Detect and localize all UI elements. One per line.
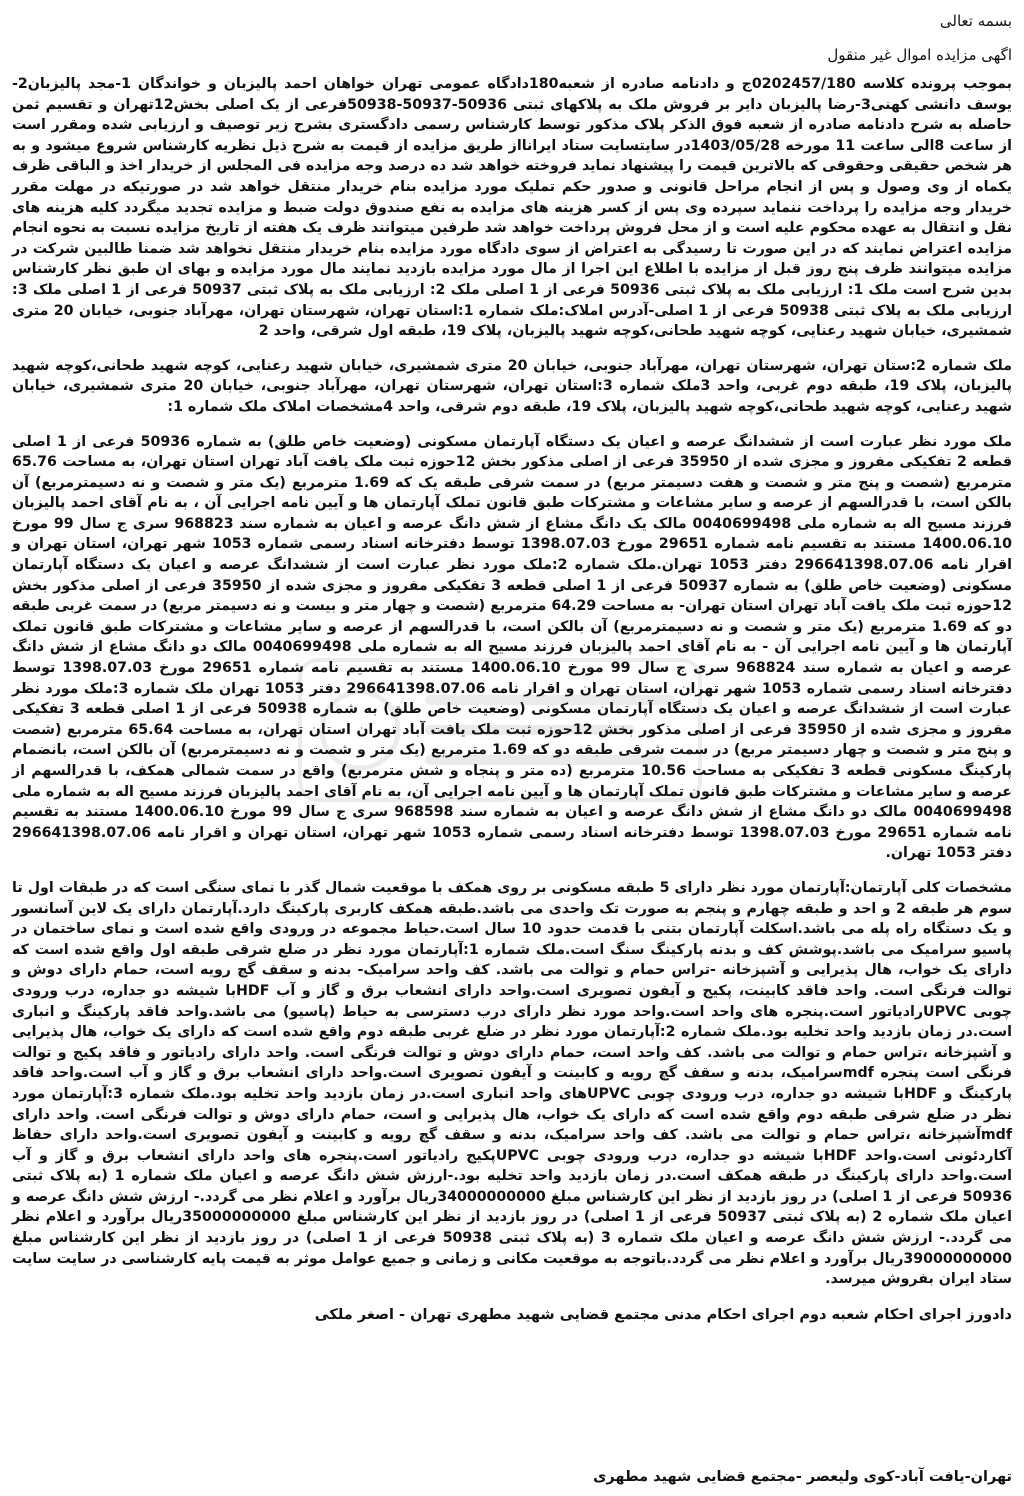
notice-title: اگهی مزایده اموال غیر منقول: [827, 46, 1012, 64]
notice-paragraph-3: ملک مورد نظر عبارت است از ششدانگ عرصه و اعیان یک دستگاه آپارتمان مسکونی (وضعیت خاص طلق) به شماره 50936 فرعی از 1 اصلی قطعه 2 تفکیکی مفروز و مجزی شده از 35950 فرعی از اصلی مذکور بخش 12حوزه ثبت ملک یافت آباد تهران استان تهران، به مساحت 65.76 مترمربع (شصت و پنج متر و شصت و هفت دسیمتر مربع) در سمت شرقی طبقه یک که 1.69 مترمربع (یک متر و شصت و نه دسیمترمربع) آن بالکن است، با قدرالسهم از عرصه و سایر مشاعات و مشترکات طبق قانون تملک آپارتمان ها و آیین نامه اجرایی آن ، به نام آقای احمد پالیزبان فرزند مسیح اله به شماره ملی 0040699498 مالک یک دانگ مشاع از شش دانگ عرصه و اعیان به شماره سند 968823 سری ج سال 99 مورخ 1400.06.10 مستند به تقسیم نامه شماره 29651 مورخ 1398.07.03 توسط دفترخانه اسناد رسمی شماره 1053 شهر تهران، استان تهران و اقرار نامه 296641398.07.06 دفتر 1053 تهران.ملک شماره 2:ملک مورد نظر عبارت است از ششدانگ عرصه و اعیان یک دستگاه آپارتمان مسکونی (وضعیت خاص طلق) به شماره 50937 فرعی از 1 اصلی قطعه 3 تفکیکی مفروز و مجزی شده از 35950 فرعی از اصلی مذکور بخش 12حوزه ثبت ملک یافت آباد تهران استان تهران- به مساحت 64.29 مترمربع (شصت و چهار متر و بیست و نه دسیمتر مربع) در سمت غربی طبقه دو که 1.69 مترمربع (یک متر و شصت و نه دسیمترمربع) آن بالکن است، با قدرالسهم از عرصه و سایر مشاعات و مشترکات طبق قانون تملک آپارتمان ها و آیین نامه اجرایی آن - به نام آقای احمد پالیزبان فرزند مسیح اله به شماره ملی 0040699498 مالک دو دانگ مشاع از شش دانگ عرصه و اعیان به شماره سند 968824 سری ج سال 99 مورخ 1400.06.10 مستند به تقسیم نامه شماره 29651 مورخ 1398.07.03 توسط دفترخانه اسناد رسمی شماره 1053 شهر تهران، استان تهران و اقرار نامه 296641398.07.06 دفتر 1053 تهران ملک شماره 3:ملک مورد نظر عبارت است از ششدانگ عرصه و اعیان یک دستگاه آپارتمان مسکونی (وضعیت خاص طلق) به شماره 50938 فرعی از 1 اصلی قطعه 3 تفکیکی مفروز و مجزی شده از 35950 فرعی از اصلی مذکور بخش 12حوزه ثبت ملک یافت آباد تهران استان تهران، به مساحت 65.64 مترمربع (شصت و پنج متر و شصت و چهار دسیمتر مربع) در سمت شرقی طبقه دو که 1.69 مترمربع (یک متر و شصت و نه دسیمترمربع) آن بالکن است، بانضمام پارکینگ مسکونی قطعه 3 تفکیکی به مساحت 10.56 مترمربع (ده متر و پنجاه و شش مترمربع) واقع در سمت شمالی همکف، با قدرالسهم از عرصه و سایر مشاعات و مشترکات طبق قانون تملک آپارتمان ها و آیین نامه اجرایی آن، به نام آقای احمد پالیزبان فرزند مسیح اله به شماره ملی 0040699498 مالک دو دانگ مشاع از شش دانگ عرصه و اعیان به شماره سند 968598 سری ج سال 99 مورخ 1400.06.10 مستند به تقسیم نامه شماره 29651 مورخ 1398.07.03 توسط دفترخانه اسناد رسمی شماره 1053 شهر تهران، استان تهران و اقرار نامه 296641398.07.06 دفتر 1053 تهران.: [12, 433, 1013, 862]
notice-paragraph-4: مشخصات کلی آپارتمان:آپارتمان مورد نظر دارای 5 طبقه مسکونی بر روی همکف با موقعیت شمال گذر با نمای سنگی است که در طبقات اول تا سوم هر طبقه 2 و احد و طبقه چهارم و پنجم به صورت تک واحدی می باشد.طبقه همکف کاربری پارکینگ دارد.آپارتمان دارای یک لاین آسانسور و یک دستگاه راه پله می باشد.اسکلت آپارتمان بتنی با قدمت حدود 10 سال است.حیاط مجموعه در ورودی واقع شده است و نمای ساختمان در پاسیو سرامیک می باشد.پوشش کف و بدنه پارکینگ سنگ است.ملک شماره 1:آپارتمان مورد نظر در ضلع شرقی طبقه اول واقع شده است که دارای یک خواب، هال پذیرایی و آشپزخانه -تراس حمام و توالت می باشد. کف واحد سرامیک- بدنه و سقف گچ رویه است، حمام دارای دوش و توالت فرنگی است. واحد فاقد کابینت، پکیج و آیفون تصویری است.واحد دارای انشعاب برق و گاز و آب HDFبا شیشه دو جداره، درب ورودی چوبی UPVCرادیاتور است.پنجره های واحد است.واحد مورد نظر دارای درب دسترسی به حیاط (پاسیو) می باشد.واحد فاقد پارکینگ و انباری است.در زمان بازدید واحد تخلیه بود.ملک شماره 2:آپارتمان مورد نظر در ضلع غربی طبقه دوم واقع شده است که دارای یک خواب، هال پذیرایی و آشپزخانه ،تراس حمام و توالت می باشد. کف واحد است، حمام دارای دوش و توالت فرنگی است. واحد دارای رادیاتور و فاقد پکیج و توالت فرنگی است پنجره mdfسرامیک، بدنه و سقف گچ رویه و کابینت و آیفون تصویری است.واحد دارای انشعاب برق و گاز و آب است.واحد فاقد پارکینگ و HDFبا شیشه دو جداره، درب ورودی چوبی UPVCهای واحد انباری است.در زمان بازدید واحد تخلیه بود.ملک شماره 3:آپارتمان مورد نظر در ضلع شرقی طبقه دوم واقع شده است که دارای یک خواب، هال پذیرایی و است، حمام دارای دوش و توالت فرنگی است. واحد دارای mdfآشپزخانه ،تراس حمام و توالت می باشد. کف واحد سرامیک، بدنه و سقف گچ رویه و کابینت و آیفون تصویری است.واحد دارای حفاظ آکاردئونی است.واحد HDFبا شیشه دو جداره، درب ورودی چوبی UPVCپکیج رادیاتور است.پنجره های واحد دارای انشعاب برق و گاز و آب است.واحد دارای پارکینگ در طبقه همکف است.در زمان بازدید واحد تخلیه بود.-ارزش شش دانگ عرصه و اعیان ملک شماره 1 (به پلاک ثبتی 50936 فرعی از 1 اصلی) در روز بازدید از نظر این کارشناس مبلغ 34000000000ریال برآورد و اعلام نظر می گردد.- ارزش شش دانگ عرصه و اعیان ملک شماره 2 (به پلاک ثبتی 50937 فرعی از 1 اصلی) در روز بازدید از نظر این کارشناس مبلغ 35000000000ریال برآورد و اعلام نظر می گردد.- ارزش شش دانگ عرصه و اعیان ملک شماره 3 (به پلاک ثبتی 50938 فرعی از 1 اصلی) در روز بازدید از نظر این کارشناس مبلغ 39000000000ریال برآورد و اعلام نظر می گردد.باتوجه به موقعیت مکانی و زمانی و جمیع عوامل موثر به قیمت پایه کارشناسی در سایت سایت ستاد ایران بفروش میرسد.: [12, 879, 1013, 1288]
notice-paragraph-2: ملک شماره 2:ستان تهران، شهرستان تهران، مهرآباد جنوبی، خیابان 20 متری شمشیری، خیابان شهید رعنایی، کوچه شهید طحانی،کوچه شهید پالیزبان، پلاک 19، طبقه دوم غربی، واحد 3ملک شماره 3:استان تهران، شهرستان تهران، مهرآباد جنوبی، خیابان 20 متری شمشیری، خیابان شهید رعنایی، کوچه شهید طحانی،کوچه شهید پالیزبان، پلاک 19، طبقه دوم شرقی، واحد 4مشخصات املاک ملک شماره 1:: [12, 357, 1012, 415]
basmala-heading: بسمه تعالی: [939, 12, 1012, 30]
signature-line: دادورز اجرای احکام شعبه دوم اجرای احکام مدنی مجتمع قضایی شهید مطهری تهران - اصغر ملکی: [314, 1306, 1012, 1323]
notice-paragraph-1: بموجب پرونده کلاسه 0202457/180ج و دادنامه صادره از شعبه180دادگاه عمومی تهران خواهان احمد پالیزبان و خواندگان 1-مجد پالیزبان2-یوسف دانشی کهنی3-رضا پالیزبان دایر بر فروش ملک به پلاکهای ثبتی 50936-50937-50938فرعی از یک اصلی بخش12تهران و تقسیم ثمن حاصله به شرح دادنامه صادره از شعبه فوق الذکر پلاک مذکور توسط کارشناس رسمی دادگستری بشرح زیر توصیف و ارزیابی شده ومقرر است از ساعت 8الی ساعت 11 مورخه 1403/05/28در سایتسایت ستاد ایرانااز طریق مزایده از قیمت به شرح ذیل نظریه کارشناس شروع میشود و به هر شخص حقیقی وحقوقی که بالاترین قیمت را پیشنهاد نماید فروخته خواهد شد ده درصد وجه مزایده فی المجلس از خریدار اخذ و الباقی ظرف یکماه از وی وصول و پس از انجام مراحل قانونی و صدور حکم تملیک مورد مزایده بنام خریدار منتقل خواهد شد در صورتیکه در مهلت مقرر خریدار وجه مزایده را پرداخت ننماید سپرده وی پس از کسر هزینه های مزایده به نفع صندوق دولت ضبط و مزایده تجدید میگردد کلیه هزینه های نقل و انتقال به عهده محکوم علیه است و از محل فروش پرداخت خواهد شد طرفین میتوانند ظرف یک هفته از تاریخ مزایده نسبت به نحوه انجام مزایده اعتراض نمایند که در این صورت تا رسیدگی به اعتراض از سوی دادگاه مورد مزایده بنام خریدار منتقل نخواهد شد ضمنا طالبین شرکت در مزایده میتوانند ظرف پنج روز قبل از مزایده با اطلاع این اجرا از مال مورد مزایده بازدید نمایند مال مورد مزایده و بهای ان طبق نظر کارشناس بدین شرح است ملک 1: ارزیابی ملک به پلاک ثبتی 50936 فرعی از 1 اصلی ملک 2: ارزیابی ملک به پلاک ثبتی 50937 فرعی از 1 اصلی ملک 3: ارزیابی ملک به پلاک ثبتی 50938 فرعی از 1 اصلی-آدرس املاک:ملک شماره 1:استان تهران، شهرستان تهران، مهرآباد جنوبی، خیابان 20 متری شمشیری، خیابان شهید رعنایی، کوچه شهید طحانی،کوچه شهید پالیزبان، پلاک 19، طبقه اول شرقی، واحد 2: [12, 76, 1012, 340]
footer-address: تهران-یافت آباد-کوی ولیعصر -مجتمع قضایی شهید مطهری: [593, 1469, 1012, 1485]
